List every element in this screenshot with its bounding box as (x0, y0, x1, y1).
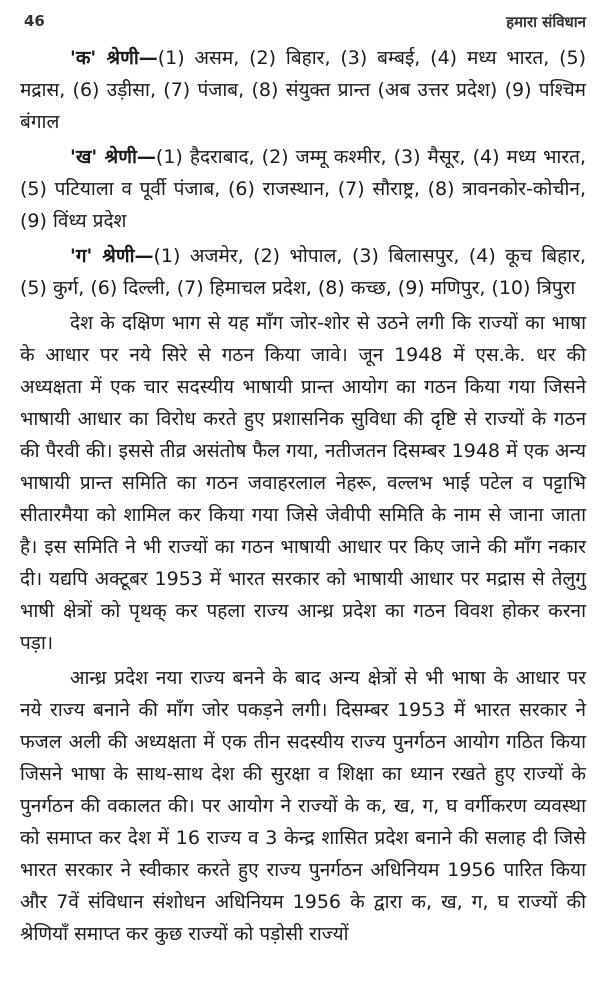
category-ka (20, 42, 586, 138)
page-number: 46 (24, 12, 45, 30)
category-kha (20, 141, 586, 237)
body-paragraph: देश के दक्षिण भाग से यह माँग जोर-शोर से उठने लगी कि राज्यों का भाषा के आधार पर नये सिरे से गठन किया जावे। जून 1948 में एस.के. धर की अध्यक्षता में एक चार सदस्यीय भाषायी प्रान्त आयोग का गठन किया गया जिसने भाषायी आधार का विरोध करते हुए प्रशासनिक सुविधा की दृष्टि से राज्यों के गठन की पैरवी की। इससे तीव्र असंतोष फैल गया, नतीजतन दिसम्बर 1948 में एक अन्य भाषायी प्रान्त समिति का गठन जवाहरलाल नेहरू, वल्लभ भाई पटेल व पट्टाभि सीतारमैया को शामिल कर किया गया जिसे जेवीपी समिति के नाम से जाना जाता है। इस समिति ने भी राज्यों का गठन भाषायी आधार पर किए जाने की माँग नकार दी। यद्यपि अक्टूबर 1953 में भारत सरकार को भाषायी आधार पर मद्रास से तेलुगु भाषी क्षेत्रों को पृथक् कर पहला राज्य आन्ध्र प्रदेश का गठन विवश होकर करना पड़ा। (20, 312, 586, 654)
running-title: हमारा संविधान (506, 13, 586, 31)
page-body (20, 42, 586, 950)
category-label: 'ग' श्रेणी— (70, 245, 154, 267)
category-label: 'ख' श्रेणी— (70, 146, 156, 168)
page-header (20, 0, 586, 40)
body-paragraph: आन्ध्र प्रदेश नया राज्य बनने के बाद अन्य क्षेत्रों से भी भाषा के आधार पर नये राज्य बनाने की माँग जोर पकड़ने लगी। दिसम्बर 1953 में भारत सरकार ने फजल अली की अध्यक्षता में एक तीन सदस्यीय राज्य पुनर्गठन आयोग गठित किया जिसने भाषा के साथ-साथ देश की सुरक्षा व शिक्षा का ध्यान रखते हुए राज्यों के पुनर्गठन की वकालत की। पर आयोग ने राज्यों के क, ख, ग, घ वर्गीकरण व्यवस्था को समाप्त कर देश में 16 राज्य व 3 केन्द्र शासित प्रदेश बनाने की सलाह दी जिसे भारत सरकार ने स्वीकार करते हुए राज्य पुनर्गठन अधिनियम 1956 पारित किया और 7वें संविधान संशोधन अधिनियम 1956 के द्वारा क, ख, ग, घ राज्यों की श्रेणियाँ समाप्त कर कुछ राज्यों को पड़ोसी राज्यों (20, 667, 586, 945)
category-list-text: (1) असम, (2) बिहार, (3) बम्बई, (4) मध्य भारत, (5) मद्रास, (6) उड़ीसा, (7) पंजाब, (8) संयुक्त प्रान्त (अब उत्तर प्रदेश) (9) पश्चिम बंगाल (20, 47, 586, 133)
category-list-text: (1) हैदराबाद, (2) जम्मू कश्मीर, (3) मैसूर, (4) मध्य भारत, (5) पटियाला व पूर्वी पंजाब, (6) राजस्थान, (7) सौराष्ट्र, (8) त्रावनकोर-कोचीन, (9) विंध्य प्रदेश (20, 146, 586, 232)
category-ga (20, 240, 586, 304)
category-label: 'क' श्रेणी— (70, 47, 158, 69)
category-list-text: (1) अजमेर, (2) भोपाल, (3) बिलासपुर, (4) कूच बिहार, (5) कुर्ग, (6) दिल्ली, (7) हिमाचल प्रदेश, (8) कच्छ, (9) मणिपुर, (10) त्रिपुरा (20, 245, 586, 299)
